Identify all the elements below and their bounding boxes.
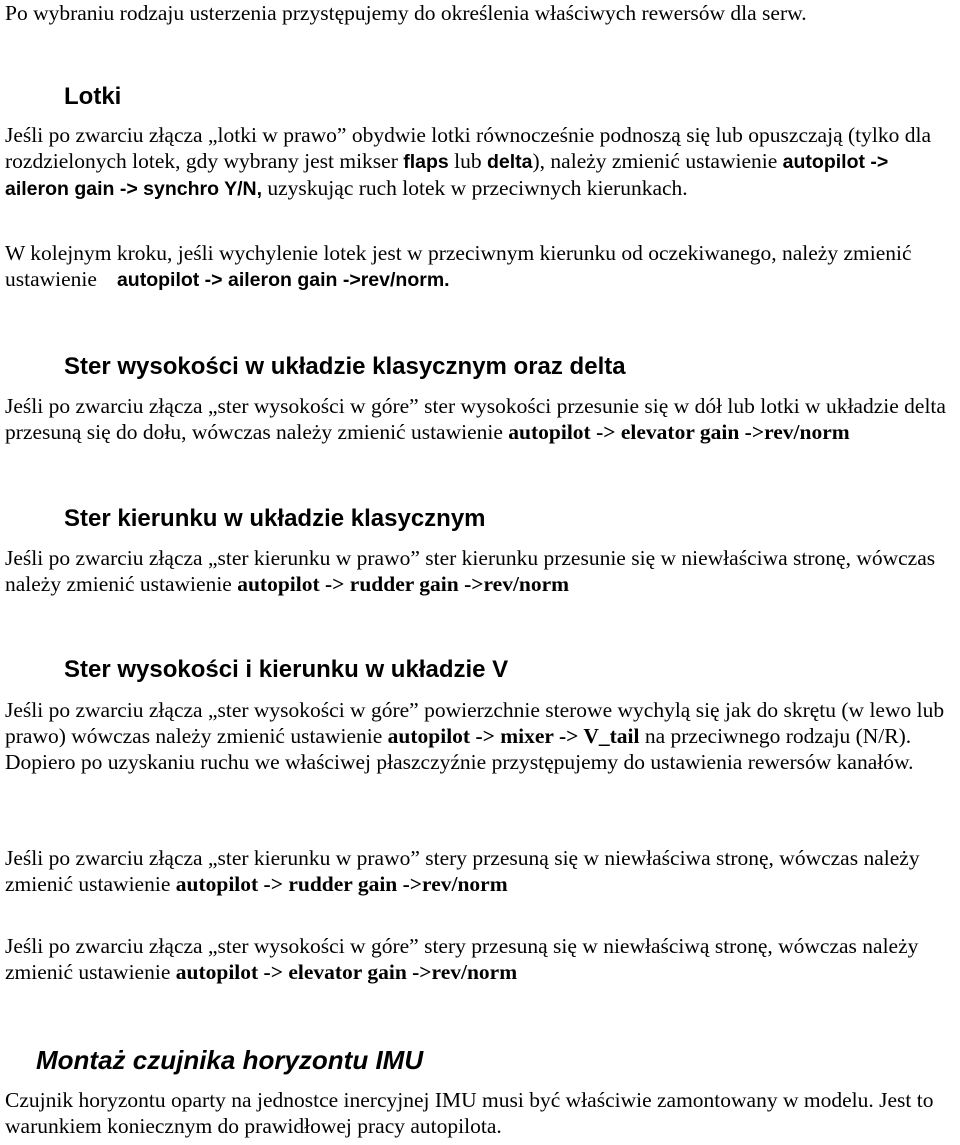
text: Jeśli po zwarciu złącza „ster wysokości w góre” ster wysokości przesunie się w dół lub lotki w układzie delta przesuną się do dołu, wówczas należy zmienić ustawienie bbox=[5, 394, 946, 444]
text: Jeśli po zwarciu złącza „ster kierunku w prawo” ster kierunku przesunie się w niewłaściwa stronę, wówczas należy zmienić ustawienie bbox=[5, 546, 936, 596]
heading-lotki: Lotki bbox=[64, 83, 122, 110]
lotki-paragraph-1 bbox=[5, 122, 957, 202]
ster-wysokosci-paragraph bbox=[5, 393, 957, 445]
v-tail-paragraph-3 bbox=[5, 933, 957, 985]
heading-v-tail: Ster wysokości i kierunku w układzie V bbox=[64, 656, 509, 683]
text: uzyskując ruch lotek w przeciwnych kierunkach. bbox=[262, 176, 688, 200]
heading-imu: Montaż czujnika horyzontu IMU bbox=[36, 1045, 424, 1075]
bold-autopilot-setting: autopilot -> elevator gain ->rev/norm bbox=[175, 960, 518, 984]
text: Jeśli po zwarciu złącza „ster kierunku w prawo” stery przesuną się w niewłaściwa stronę, wówczas należy zmienić ustawienie bbox=[5, 846, 920, 896]
text: lub bbox=[448, 149, 487, 173]
ster-kierunku-paragraph bbox=[5, 545, 957, 597]
bold-autopilot-setting: autopilot -> elevator gain ->rev/norm bbox=[508, 420, 850, 444]
text: Jeśli po zwarciu złącza „lotki w prawo” obydwie lotki równocześnie podnoszą się lub opuszczają (tylko dla rozdzielonych lotek, gdy wybrany jest mikser bbox=[5, 123, 931, 173]
text: ), należy zmienić ustawienie bbox=[532, 149, 783, 173]
lotki-paragraph-2 bbox=[5, 240, 957, 293]
bold-autopilot-setting: autopilot -> rudder gain ->rev/norm bbox=[237, 572, 570, 596]
heading-ster-kierunku: Ster kierunku w układzie klasycznym bbox=[64, 505, 486, 532]
text: Jeśli po zwarciu złącza „ster wysokości w góre” powierzchnie sterowe wychylą się jak do skrętu (w lewo lub prawo) wówczas należy zmienić ustawienie bbox=[5, 698, 945, 748]
text: W kolejnym kroku, jeśli wychylenie lotek jest w przeciwnym kierunku od oczekiwanego, należy zmienić ustawienie bbox=[5, 241, 912, 291]
bold-flaps: flaps bbox=[403, 151, 449, 173]
bold-autopilot-setting: autopilot -> aileron gain ->rev/norm. bbox=[116, 269, 450, 291]
intro-paragraph: Po wybraniu rodzaju usterzenia przystępujemy do określenia właściwych rewersów dla serw. bbox=[5, 1, 807, 25]
heading-ster-wysokosci: Ster wysokości w układzie klasycznym oraz delta bbox=[64, 353, 626, 380]
bold-autopilot-setting: autopilot -> rudder gain ->rev/norm bbox=[175, 872, 508, 896]
text: na przeciwnego rodzaju (N/R). Dopiero po uzyskaniu ruchu we właściwej płaszczyźnie przystępujemy do ustawienia rewersów kanałów. bbox=[5, 724, 914, 774]
bold-delta: delta bbox=[487, 151, 533, 173]
bold-autopilot-setting: autopilot -> mixer -> V_tail bbox=[387, 724, 640, 748]
v-tail-paragraph-2 bbox=[5, 845, 957, 897]
v-tail-paragraph-1 bbox=[5, 697, 957, 775]
imu-paragraph: Czujnik horyzontu oparty na jednostce inercyjnej IMU musi być właściwie zamontowany w modelu. Jest to warunkiem koniecznym do prawidłowej pracy autopilota. bbox=[5, 1088, 934, 1138]
bold-autopilot-setting: autopilot -> aileron gain -> synchro Y/N, bbox=[5, 151, 889, 200]
text: Jeśli po zwarciu złącza „ster wysokości w góre” stery przesuną się w niewłaściwą stronę, wówczas należy zmienić ustawienie bbox=[5, 934, 919, 984]
